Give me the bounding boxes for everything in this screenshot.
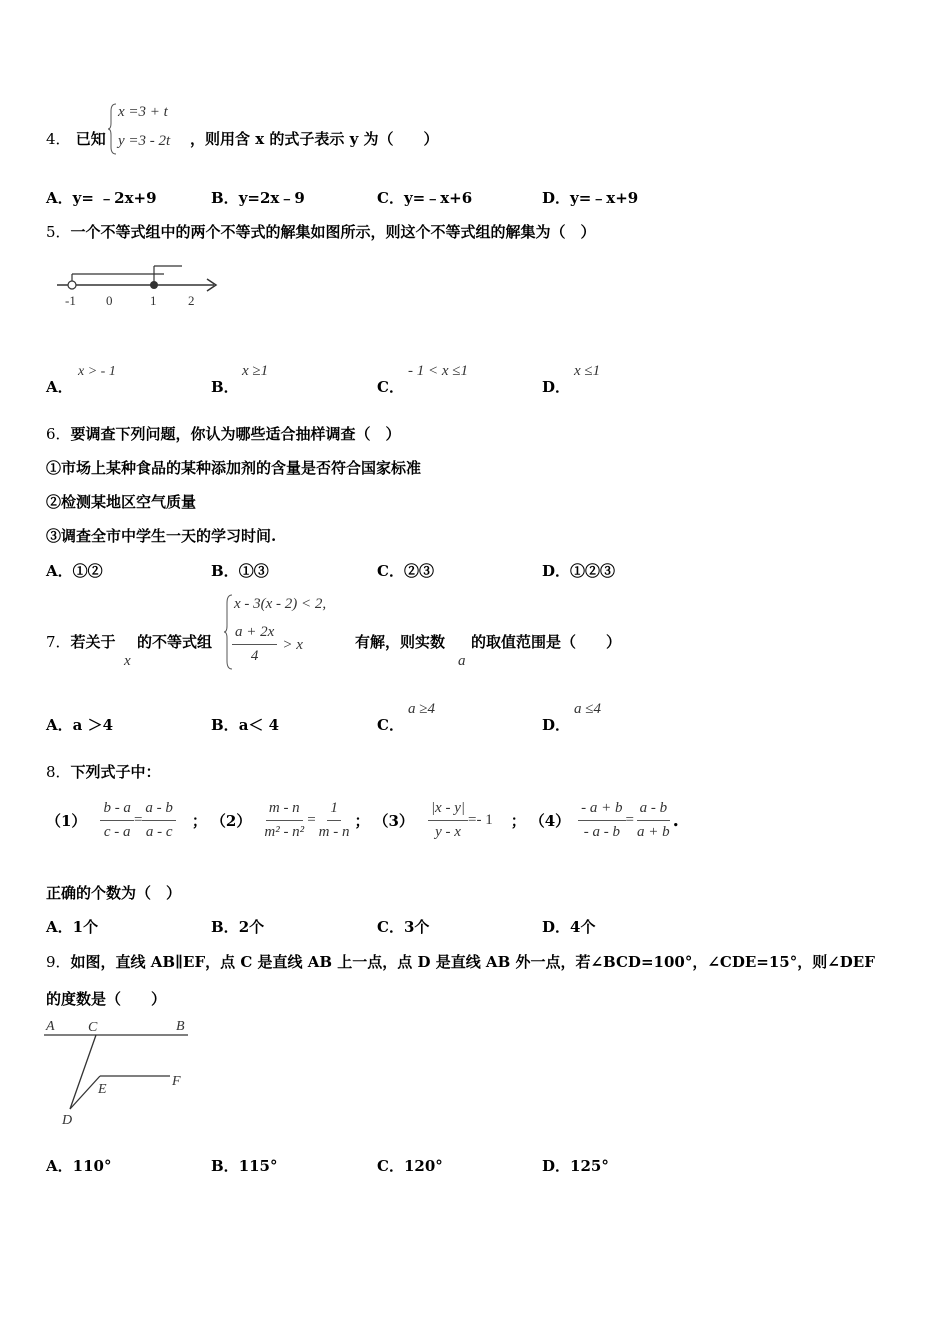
- tick-label: 0: [106, 293, 113, 308]
- fraction-numerator: a - b: [637, 800, 671, 821]
- q9-option-d[interactable]: [542, 1155, 609, 1176]
- q8-e1-equals: =: [133, 812, 143, 828]
- q8-option-d[interactable]: [542, 916, 595, 937]
- q8-separator: ；: [510, 812, 526, 830]
- q7-number: 7．: [46, 633, 71, 651]
- q9-number: 9．: [46, 953, 71, 971]
- fraction-numerator: a + 2x: [232, 624, 277, 645]
- q8-option-c[interactable]: [377, 916, 429, 937]
- q8-e4-left-fraction: [578, 800, 625, 841]
- option-label: C．: [377, 562, 404, 580]
- point-label-c: C: [88, 1020, 98, 1035]
- option-text: 4个: [570, 918, 596, 936]
- q8-stem: [46, 761, 161, 782]
- q8-expression-row: [46, 800, 679, 841]
- point-label-f: F: [172, 1074, 181, 1089]
- q5-option-c-text: - 1 < x ≤1: [408, 363, 469, 379]
- q8-e3-label: （3）: [373, 812, 414, 830]
- q8-option-b[interactable]: [211, 916, 264, 937]
- fraction-denominator: a + b: [637, 824, 670, 840]
- q7-var-x: x: [124, 653, 131, 669]
- q9-stem-text: 如图，直线 AB∥EF，点 C 是直线 AB 上一点，点 D 是直线 AB 外一点，若∠BCD=100°，∠CDE=15°，则∠DEF: [70, 953, 875, 971]
- point-label-e: E: [98, 1082, 107, 1097]
- q7-part2: 的不等式组: [137, 633, 213, 651]
- q8-e2-right-fraction: [316, 800, 353, 841]
- q7-option-d-text: a ≤4: [574, 701, 601, 717]
- option-label: D．: [542, 189, 571, 207]
- option-label: B．: [211, 918, 239, 936]
- option-label: B．: [211, 716, 239, 734]
- q7-option-c-text: a ≥4: [408, 701, 435, 717]
- q7-fraction: [232, 624, 277, 665]
- q8-e1-label: （1）: [46, 812, 87, 830]
- q7-system-line-2: [232, 624, 303, 665]
- fraction-numerator: b - a: [100, 800, 134, 821]
- option-text: 125°: [570, 1157, 609, 1175]
- q6-stem: [46, 423, 401, 444]
- fraction-denominator: - a - b: [583, 824, 620, 840]
- option-text: 3个: [403, 918, 430, 936]
- q4-option-b[interactable]: [211, 187, 305, 208]
- tick-label: -1: [65, 293, 76, 308]
- q4-option-c[interactable]: [377, 187, 472, 208]
- q5-stem-text: 一个不等式组中的两个不等式的解集如图所示，则这个不等式组的解集为（ ）: [70, 223, 596, 241]
- q7-fraction-rhs: > x: [282, 637, 303, 653]
- q5-option-c-label[interactable]: C．: [377, 378, 404, 396]
- q8-e2-equals: =: [307, 812, 316, 828]
- q9-option-c[interactable]: [377, 1155, 443, 1176]
- option-label: A．: [46, 918, 73, 936]
- fraction-denominator: 4: [250, 648, 259, 664]
- option-label: B．: [211, 1157, 239, 1175]
- q6-item-2: ②检测某地区空气质量: [46, 493, 197, 511]
- q7-part3: 有解，则实数: [355, 633, 446, 651]
- q4-tail: ，则用含 x 的式子表示 y 为（ ）: [190, 130, 439, 148]
- option-label: A．: [46, 562, 73, 580]
- q6-option-b[interactable]: [211, 560, 269, 581]
- fraction-denominator: c - a: [103, 824, 131, 840]
- q7-option-b[interactable]: [211, 714, 279, 735]
- q6-stem-text: 要调查下列问题，你认为哪些适合抽样调查（ ）: [70, 425, 401, 443]
- option-text: 2个: [238, 918, 265, 936]
- q8-e4-right-fraction: [634, 800, 673, 841]
- q5-option-b-label[interactable]: B．: [211, 378, 239, 396]
- option-text: ①②: [72, 562, 103, 580]
- q7-option-a[interactable]: [46, 714, 113, 735]
- option-label: A．: [46, 189, 73, 207]
- option-text: y=﹣x+9: [570, 189, 639, 207]
- q4-option-d[interactable]: [542, 187, 638, 208]
- option-text: y=2x﹣9: [238, 189, 305, 207]
- option-text: ②③: [403, 562, 434, 580]
- option-text: a＜ 4: [238, 716, 280, 734]
- q5-option-b-text: x ≥1: [242, 363, 269, 379]
- q8-e2-left-fraction: [261, 800, 307, 841]
- q5-option-a-label[interactable]: A．: [46, 378, 73, 396]
- option-label: C．: [377, 918, 404, 936]
- option-text: 110°: [72, 1157, 112, 1175]
- q8-separator: ；: [354, 812, 370, 830]
- q5-option-d-text: x ≤1: [574, 363, 601, 379]
- fraction-numerator: m - n: [266, 800, 303, 821]
- q5-stem: [46, 221, 596, 242]
- q8-stem-text: 下列式子中：: [70, 763, 161, 781]
- q7-option-c-label[interactable]: C．: [377, 716, 404, 734]
- q8-question: 正确的个数为（ ）: [46, 884, 182, 902]
- q8-e3-fraction: [428, 800, 468, 841]
- q9-option-a[interactable]: [46, 1155, 111, 1176]
- option-label: B．: [211, 562, 239, 580]
- q7-part1: 若关于: [70, 633, 116, 651]
- option-text: 1个: [72, 918, 99, 936]
- fraction-denominator: m - n: [318, 824, 350, 840]
- option-label: D．: [542, 918, 571, 936]
- point-label-a: A: [46, 1019, 55, 1034]
- option-label: D．: [542, 562, 571, 580]
- q8-e3-rhs: =- 1: [468, 812, 493, 828]
- q7-var-a: a: [458, 653, 466, 669]
- q4-number: 4．: [46, 130, 71, 148]
- option-text: 115°: [238, 1157, 278, 1175]
- q8-end-period: .: [672, 810, 679, 831]
- q8-e4-label: （4）: [529, 812, 571, 830]
- option-text: 120°: [403, 1157, 443, 1175]
- q5-number: 5．: [46, 223, 71, 241]
- q6-item-3: ③调查全市中学生一天的学习时间.: [46, 527, 277, 545]
- q9-stem-line-2: 的度数是（ ）: [46, 990, 167, 1008]
- q6-option-a[interactable]: [46, 560, 103, 581]
- q4-system-line-1: x =3 + t: [118, 104, 168, 120]
- option-text: y=﹣x+6: [403, 189, 473, 207]
- option-text: ①③: [238, 562, 269, 580]
- q5-number-line-figure: [52, 258, 227, 313]
- fraction-numerator: 1: [327, 800, 341, 821]
- fraction-numerator: - a + b: [578, 800, 625, 821]
- q5-option-a-text: x > - 1: [78, 364, 116, 379]
- option-label: C．: [377, 1157, 404, 1175]
- option-label: B．: [211, 189, 239, 207]
- option-text: a ＞4: [72, 716, 114, 734]
- q6-option-c[interactable]: [377, 560, 434, 581]
- option-label: C．: [377, 189, 404, 207]
- q4-brace: [108, 103, 118, 155]
- q5-option-d-label[interactable]: D．: [542, 378, 571, 396]
- option-label: A．: [46, 716, 73, 734]
- tick-label: 2: [188, 293, 195, 308]
- q4-lead: 已知: [75, 130, 106, 148]
- q8-e1-right-fraction: [142, 800, 176, 841]
- q7-system-line-1: x - 3(x - 2) < 2,: [234, 596, 327, 612]
- option-text: y= ﹣2x+9: [72, 189, 157, 207]
- tick-label: 1: [150, 293, 157, 308]
- fraction-numerator: a - b: [142, 800, 176, 821]
- q6-option-d[interactable]: [542, 560, 615, 581]
- point-label-d: D: [62, 1113, 73, 1128]
- q6-item-1: ①市场上某种食品的某种添加剂的含量是否符合国家标准: [46, 459, 422, 477]
- fraction-denominator: m² - n²: [264, 824, 305, 840]
- q8-e1-left-fraction: [100, 800, 134, 841]
- q9-stem-line-1: [46, 951, 875, 972]
- point-label-b: B: [176, 1019, 185, 1034]
- q8-number: 8．: [46, 763, 71, 781]
- q7-option-d-label[interactable]: D．: [542, 716, 571, 734]
- q4-stem: [46, 128, 106, 149]
- q8-e2-label: （2）: [210, 812, 252, 830]
- fraction-numerator: |x - y|: [428, 800, 468, 821]
- q9-geometry-figure: [40, 1013, 200, 1131]
- q7-lead: [46, 631, 116, 652]
- option-label: A．: [46, 1157, 73, 1175]
- fraction-denominator: a - c: [145, 824, 173, 840]
- q8-e4-equals: =: [625, 812, 635, 828]
- q8-separator: ；: [191, 812, 207, 830]
- q4-option-a[interactable]: [46, 187, 157, 208]
- q4-system-line-2: y =3 - 2t: [118, 133, 171, 149]
- q8-option-a[interactable]: [46, 916, 98, 937]
- q7-part4: 的取值范围是（ ）: [471, 633, 622, 651]
- option-label: D．: [542, 1157, 571, 1175]
- q9-option-b[interactable]: [211, 1155, 278, 1176]
- q6-number: 6．: [46, 425, 71, 443]
- option-text: ①②③: [570, 562, 616, 580]
- fraction-denominator: y - x: [435, 824, 461, 840]
